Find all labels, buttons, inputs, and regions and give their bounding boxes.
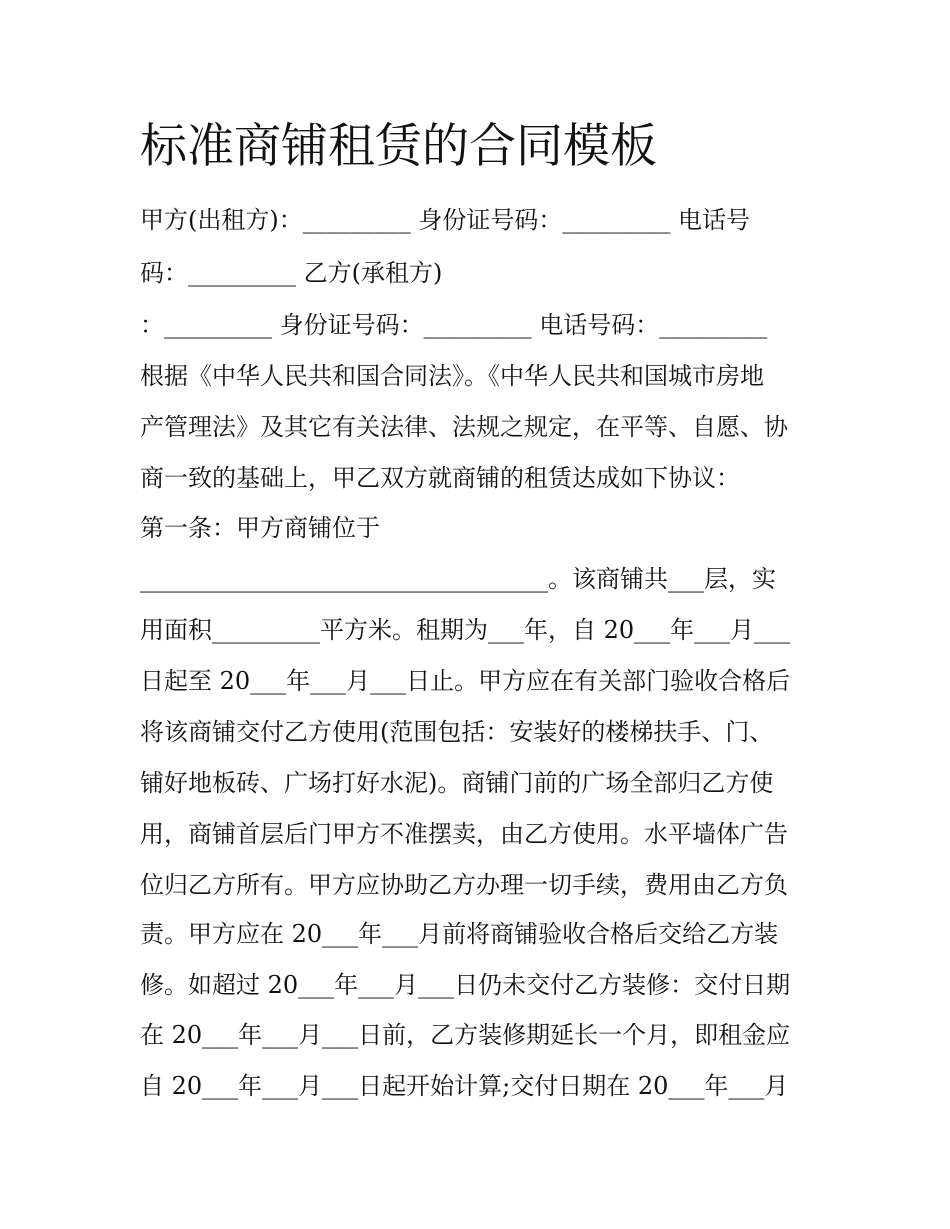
text-line: 铺好地板砖、广场打好水泥)。商铺门前的广场全部归乙方使 — [140, 769, 774, 797]
text-line: 用，商铺首层后门甲方不准摆卖，由乙方使用。水平墙体广告 — [140, 820, 788, 848]
text-line: 产管理法》及其它有关法律、法规之规定，在平等、自愿、协 — [140, 413, 788, 441]
text-line: 日起至 20___年___月___日止。甲方应在有关部门验收合格后 — [140, 667, 791, 695]
text-line: 用面积_________平方米。租期为___年，自 20___年___月___ — [140, 616, 791, 644]
text-line: 责。甲方应在 20___年___月前将商铺验收合格后交给乙方装 — [140, 920, 779, 948]
text-line: 甲方(出租方)：_________ 身份证号码：_________ 电话号 — [140, 206, 750, 234]
document-title: 标准商铺租赁的合同模板 — [140, 119, 657, 174]
text-line: 位归乙方所有。甲方应协助乙方办理一切手续，费用由乙方负 — [140, 871, 788, 899]
text-line: 在 20___年___月___日前，乙方装修期延长一个月，即租金应 — [140, 1021, 791, 1049]
text-line: 根据《中华人民共和国合同法》。《中华人民共和国城市房地 — [140, 362, 764, 390]
text-line: __________________________________。该商铺共___层，实 — [140, 565, 776, 593]
text-line: 第一条：甲方商铺位于 — [140, 514, 380, 542]
text-line: 码：_________ 乙方(承租方) — [140, 259, 443, 287]
text-line: 自 20___年___月___日起开始计算;交付日期在 20___年___月 — [140, 1072, 789, 1100]
text-line: ：_________ 身份证号码：_________ 电话号码：_________ — [140, 311, 768, 339]
text-line: 修。如超过 20___年___月___日仍未交付乙方装修：交付日期 — [140, 971, 791, 999]
text-line: 将该商铺交付乙方使用(范围包括：安装好的楼梯扶手、门、 — [140, 718, 774, 746]
text-line: 商一致的基础上，甲乙双方就商铺的租赁达成如下协议： — [140, 464, 740, 492]
